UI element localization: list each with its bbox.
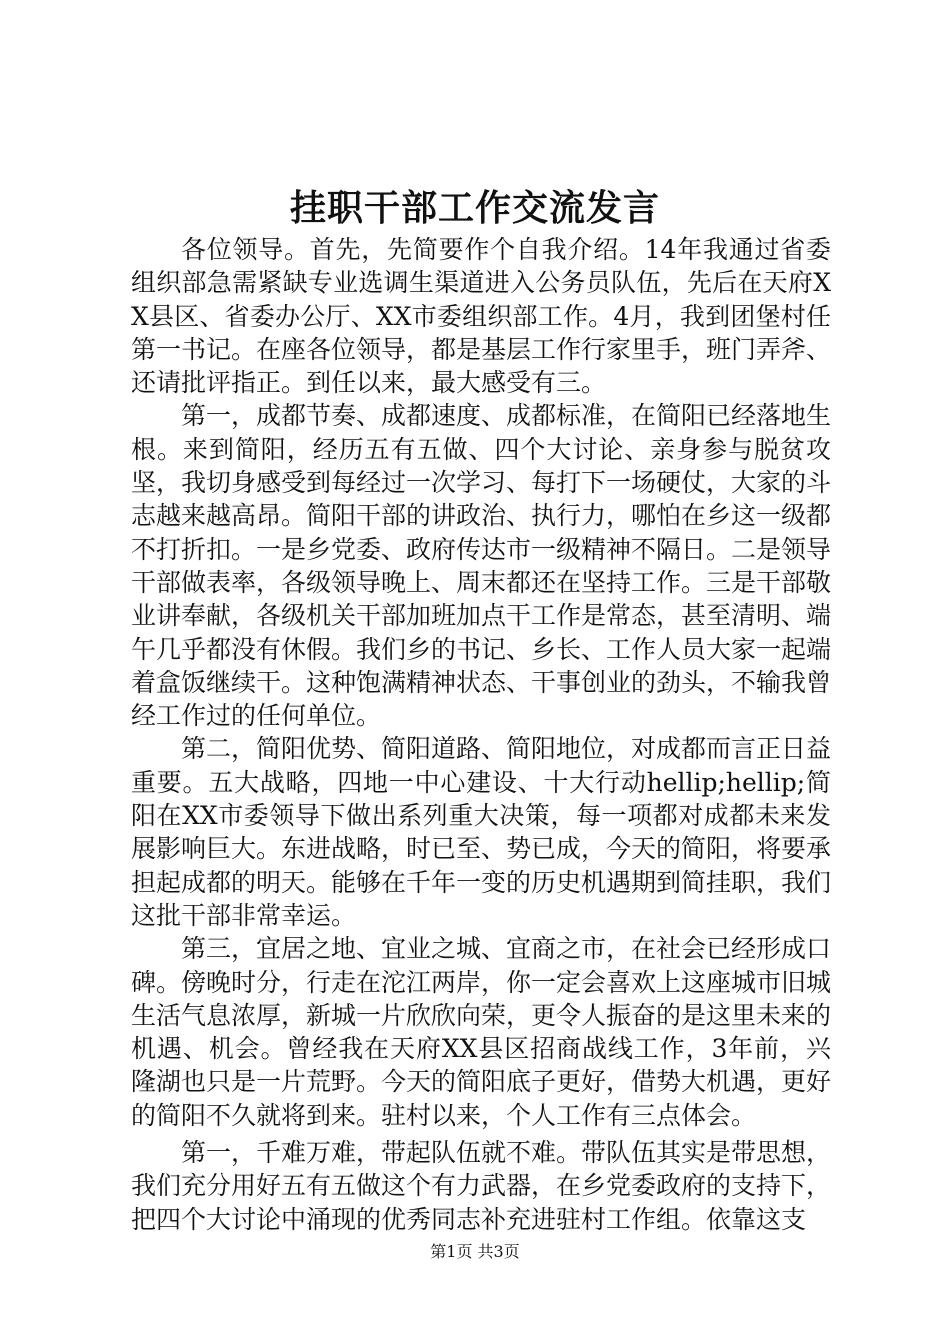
paragraph-feeling-1: 第一，成都节奏、成都速度、成都标准，在简阳已经落地生根。来到简阳，经历五有五做、四个大讨论、亲身参与脱贫攻坚，我切身感受到每经过一次学习、每打下一场硬仗，大家的斗志越来越高昂。简阳干部的讲政治、执行力，哪怕在乡这一级都不打折扣。一是乡党委、政府传达市一级精神不隔日。二是领导干部做表率，各级领导晚上、周末都还在坚持工作。三是干部敬业讲奉献，各级机关干部加班加点干工作是常态，甚至清明、端午几乎都没有休假。我们乡的书记、乡长、工作人员大家一起端着盒饭继续干。这种饱满精神状态、干事创业的劲头，不输我曾经工作过的任何单位。 — [131, 401, 832, 731]
page-number-footer: 第1页 共3页 — [430, 1242, 520, 1261]
paragraph-intro: 各位领导。首先，先简要作个自我介绍。14年我通过省委组织部急需紧缺专业选调生渠道进入公务员队伍，先后在天府XX县区、省委办公厅、XX市委组织部工作。4月，我到团堡村任第一书记。在座各位领导，都是基层工作行家里手，班门弄斧、还请批评指正。到任以来，最大感受有三。 — [131, 235, 832, 398]
document-title: 挂职干部工作交流发言 — [289, 187, 660, 229]
document-body — [131, 233, 831, 1236]
paragraph-feeling-3: 第三，宜居之地、宜业之城、宜商之市，在社会已经形成口碑。傍晚时分，行走在沱江两岸，你一定会喜欢上这座城市旧城生活气息浓厚，新城一片欣欣向荣，更令人振奋的是这里未来的机遇、机会。曾经我在天府XX县区招商战线工作，3年前，兴隆湖也只是一片荒野。今天的简阳底子更好，借势大机遇，更好的简阳不久就将到来。驻村以来，个人工作有三点体会。 — [131, 934, 832, 1130]
paragraph-feeling-2: 第二，简阳优势、简阳道路、简阳地位，对成都而言正日益重要。五大战略，四地一中心建设、十大行动hellip;hellip;简阳在XX市委领导下做出系列重大决策，每一项都对成都未来发展影响巨大。东进战略，时已至、势已成，今天的简阳，将要承担起成都的明天。能够在千年一变的历史机遇期到简挂职，我们这批干部非常幸运。 — [131, 734, 832, 930]
paragraph-experience-1: 第一，千难万难，带起队伍就不难。带队伍其实是带思想，我们充分用好五有五做这个有力武器，在乡党委政府的支持下，把四个大讨论中涌现的优秀同志补充进驻村工作组。依靠这支 — [131, 1138, 832, 1234]
